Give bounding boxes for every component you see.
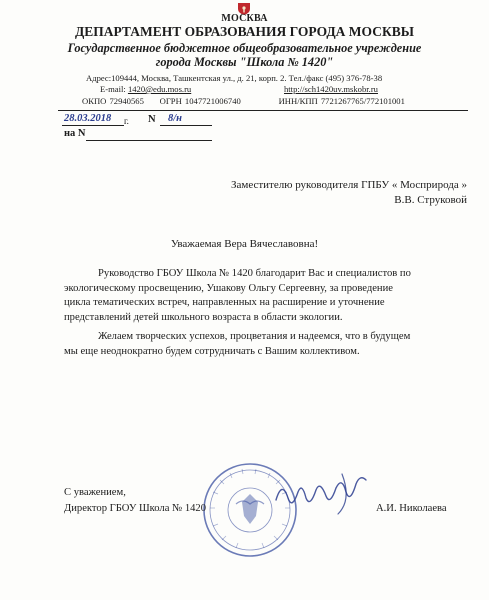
email-link[interactable]: 1420@edu.mos.ru	[127, 84, 192, 94]
letterhead-address: Адрес:109444, Москва, Ташкентская ул., д. 21, корп. 2. Тел./факс (495) 376-78-38	[86, 73, 383, 83]
letterhead-department: ДЕПАРТАМЕНТ ОБРАЗОВАНИЯ ГОРОДА МОСКВЫ	[74, 24, 415, 39]
letterhead-email-row	[100, 84, 191, 94]
website-link[interactable]: http://sch1420uv.mskobr.ru	[284, 84, 378, 94]
recipient-position: Заместителю руководителя ГПБУ « Мосприрода »	[230, 179, 467, 191]
letterhead-institution-line2: города Москвы "Школа № 1420"	[155, 55, 334, 69]
body-paragraph-2	[64, 330, 467, 359]
reply-to-label: на N	[64, 128, 86, 139]
closing-phrase: С уважением,	[64, 487, 126, 498]
body-paragraph-1	[64, 267, 467, 325]
paragraph-line: Руководство ГБОУ Школа № 1420 благодарит Вас и специалистов по	[98, 268, 411, 279]
letterhead-website-row	[284, 84, 378, 94]
recipient-name: В.В. Струковой	[394, 194, 467, 206]
registration-year-suffix: г.	[124, 116, 129, 126]
paragraph-line: мы еще неоднократно будем сотрудничать с Вашим коллективом.	[64, 345, 360, 357]
ogrn-code: ОГРН 1047721006740	[159, 96, 241, 106]
registration-number-underline	[160, 125, 212, 126]
inn-kpp-code: ИНН/КПП 7721267765/772101001	[278, 96, 405, 106]
email-label: E-mail:	[100, 84, 126, 94]
registration-date-underline	[62, 125, 124, 126]
okpo-code: ОКПО 72940565	[82, 96, 144, 106]
paragraph-line: экологическому просвещению, Ушакову Ольгу Сергеевну, за проведение	[64, 282, 393, 294]
letterhead-divider	[58, 110, 468, 111]
registration-date: 28.03.2018	[64, 113, 112, 124]
paragraph-line: цикла тематических встреч, направленных на расширение и уточнение	[64, 297, 385, 309]
letterhead-city: МОСКВА	[221, 13, 268, 24]
director-name: А.И. Николаева	[376, 503, 447, 514]
paragraph-line: Желаем творческих успехов, процветания и надеемся, что в будущем	[98, 331, 411, 342]
director-title: Директор ГБОУ Школа № 1420	[64, 503, 207, 514]
letterhead-codes	[82, 96, 405, 106]
reply-to-underline	[86, 140, 212, 141]
letterhead-institution-line1: Государственное бюджетное общеобразовательное учреждение	[67, 41, 422, 55]
salutation: Уважаемая Вера Вячеславовна!	[170, 238, 319, 250]
paragraph-line: представлений детей школьного возраста в области экологии.	[64, 311, 343, 323]
registration-number-label: N	[148, 114, 156, 125]
registration-number: 8/н	[168, 113, 182, 124]
handwritten-signature-icon	[272, 470, 372, 518]
